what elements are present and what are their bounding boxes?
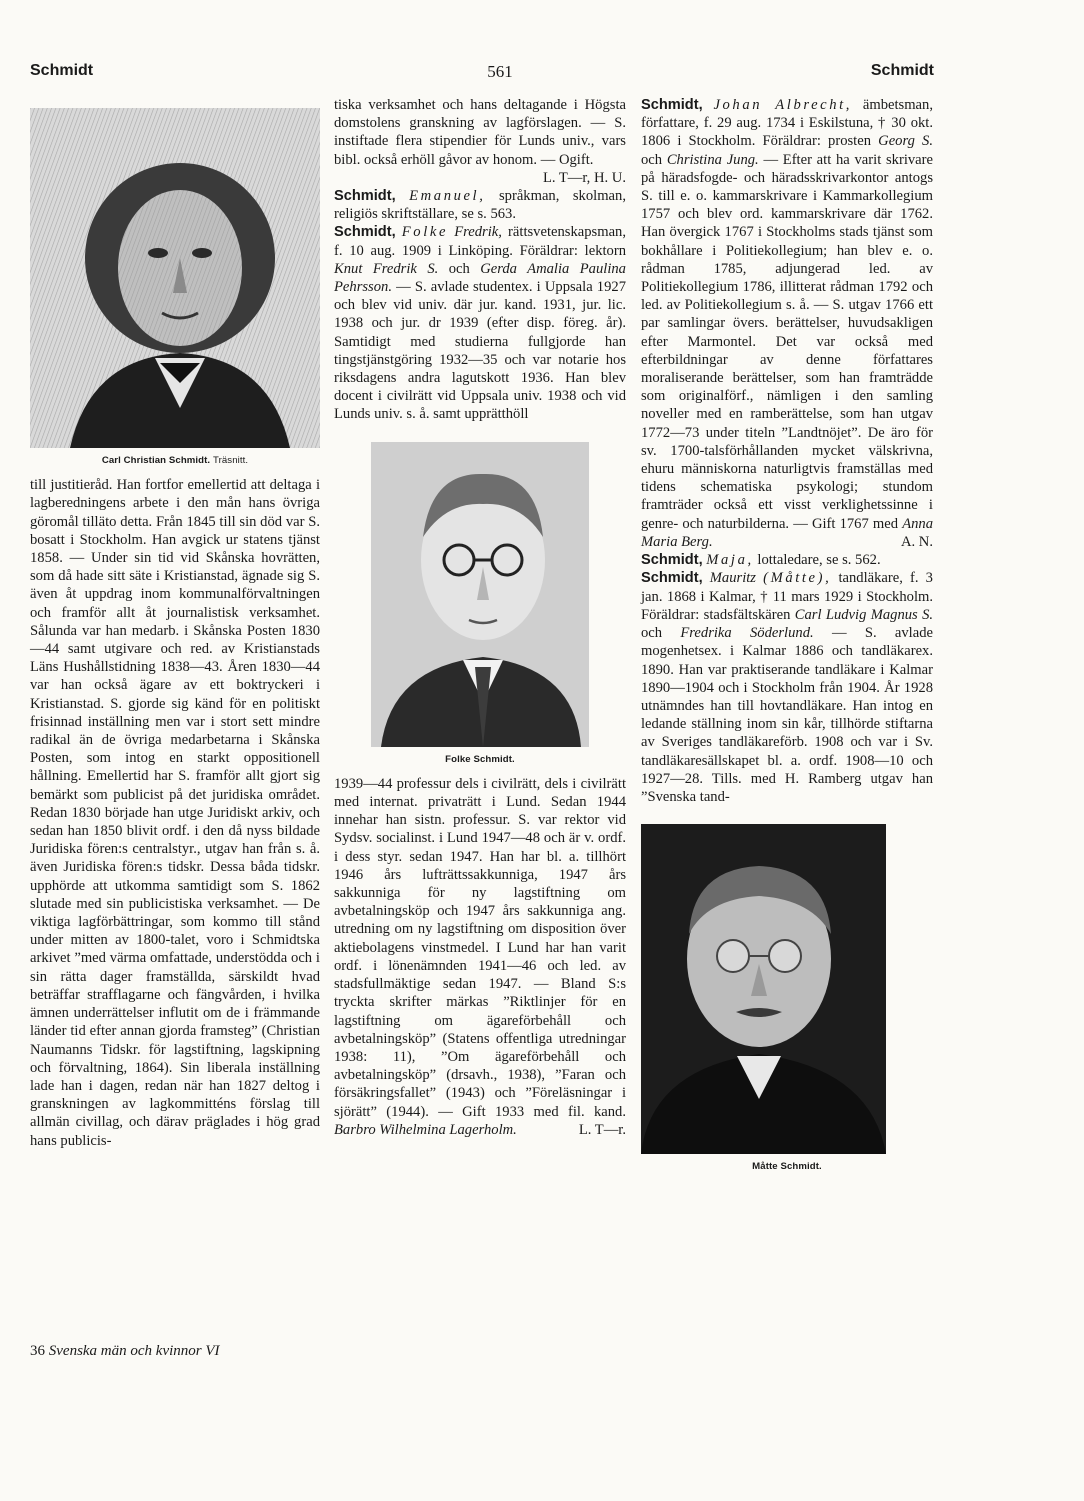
portrait-carl-christian [30, 108, 320, 448]
entry-mauritz: Schmidt, Mauritz (Måtte), tandläkare, f. 3 jan. 1868 i Kalmar, † 11 mars 1929 i Stockholm. Föräldrar: stadsfältskären Carl Ludvig Magnus S. och Fredrika Söderlund. — S. avlade mogenhetsex. i Kalmar 1886 och tandläkarex. 1890. Han var praktiserande tandläkare i Kalmar 1890—1904 och i Stockholm från 1904. År 1928 utnämndes han till hovtandläkare. Han intog en ledande ställning inom sin kår, tillhörde stiftarna av Sveriges tandläkareförb. 1908 och var i Sv. tandläkaresällskapet bl. a. ordf. 1908—10 och 1927—28. Tills. med H. Ramberg utgav han ”Svenska tand- [641, 570, 934, 805]
col2-text-bottom: 1939—44 professur dels i civilrätt, dels i civilrätt med internat. privaträtt i Lund. Sedan 1944 innehar han sistn. professur. S. var rektor vid Sydsv. socialinst. i Lund 1947—48 och är v. ordf. i dess styr. sedan 1947. Han har bl. a. tillhört 1946 års lufträttssakkunniga, 1947 års sakkunniga för ny lagstiftning om avbetalningsköp och 1947 års sakkunniga ang. utredning om ny lagstiftning om disposition över aktiebolagens vinstmedel. I Lund har han varit ordf. i lönenämnden 1941—46 och led. av stadsfullmäktige sedan 1947. — Bland S:s tryckta skrifter märkas ”Riktlinjer för en lagstiftning om ägareförbehåll och avbetalningsköp” (Statens offentliga utredningar 1938: 11), ”Om ägareförbehåll och avbetalningsköp” (drsavh., 1938), ”Faran och försäkringsfallet” (1943) och ”Föreläsningar i sjörätt” (1944). — Gift 1933 med fil. kand. Barbro Wilhelmina Lagerholm. [334, 775, 626, 1138]
book-title: Svenska män och kvinnor VI [48, 1343, 220, 1359]
column-2 [334, 96, 626, 1139]
page-number: 561 [487, 62, 513, 81]
running-head [30, 62, 934, 84]
entry-maja: Schmidt, Maja, lottaledare, se s. 562. [641, 552, 881, 569]
photo-image [371, 442, 589, 747]
entry-johan-albrecht: Schmidt, Johan Albrecht, ämbetsman, författare, f. 29 aug. 1734 i Eskilstuna, † 30 okt. 1806 i Stockholm. Föräldrar: prosten Georg S. och Christina Jung. — Efter att ha varit skrivare på häradsfogde- och häradsskrivarkontor antogs S. till e. o. kammarskrivare i Kammarkollegium 1757 och blev ord. kammarskrivare där 1762. Han övergick 1767 i Stockholms stads tjänst som bokhållare i Politiekollegium; han blev e. o. rådman 1785, adjungerad led. av Politiekollegium 1786, illitterat rådman 1792 och led. av Politiekollegium s. å. — S. utgav 1766 ett par samlingar övers. berättelser, huvudsakligen efter Marmontel. Det var också med efterbildningar av denne författares moraliserande berättelser, som han framträdde som originalförf., nämligen i den samling noveller med en ramberättelse, som han utgav 1772—73 under titeln ”Landtnöjet”. De äro för sv. 1700-talsförhållanden mycket välskrivna, ehuru människorna naturligtvis framställas med tidens schematiska psykologi; stundom framträder också ett visst verklighetssinne i genre- och naturbilderna. — Gift 1767 med Anna Maria Berg. [641, 97, 933, 550]
caption-carl-christian: Carl Christian Schmidt. Träsnitt. [101, 455, 249, 466]
header-right-word: Schmidt [870, 62, 934, 79]
portrait-matte [641, 824, 886, 1154]
caption-matte: Måtte Schmidt. [752, 1161, 822, 1173]
signature-mark: 36 [30, 1343, 45, 1359]
col2-text-top: tiska verksamhet och hans deltagande i Högsta domstolens granskning av lagförslagen. — S. instiftade flera stipendier för Lunds univ., vars bibl. också erhöll gåvor av honom. — Ogift. [334, 97, 626, 168]
column-1 [30, 96, 320, 1150]
entry-folke: Schmidt, Folke Fredrik, rättsvetenskapsman, f. 10 aug. 1909 i Linköping. Föräldrar: lektorn Knut Fredrik S. och Gerda Amalia Paulina Pehrsson. — S. avlade studentex. i Uppsala 1927 och blev vid univ. där jur. kand. 1931, jur. lic. 1938 och jur. dr 1939 (efter disp. föreg. år). Samtidigt med studierna fullgjorde han tingstjänstgöring 1932—35 och var notarie hos riksdagens andra lagutskott 1936. Han blev docent i civilrätt vid Uppsala univ. 1938 och vid Lunds univ. s. å. samt upprätthöll [334, 224, 626, 423]
page-footer [30, 1343, 220, 1360]
header-left-word: Schmidt [30, 62, 94, 79]
col1-body-text: till justitieråd. Han fortfor emellertid att deltaga i lagberedningens arbete i den mån hans övriga göromål tilläto detta. Från 1845 till sin död var S. bosatt i Stockholm. Han avgick ur statens tjänst 1858. — Under sin tid vid Skånska hovrätten, som då hade sitt säte i Kristianstad, ägnade sig S. även åt uppdrag inom kommunalförvaltningen och framför allt åt journalistisk verksamhet. Sålunda var han medarb. i Skånska Posten 1830—44 samt utgivare och red. av Kristianstads Läns Hushållstidning 1838—43. Åren 1830—44 var han också ägare av ett boktryckeri i Kristianstad. S. gjorde sig känd för en politiskt frisinnad inställning men var i stort sett mindre radikal än de övriga medarbetarna i Skånska Posten, som intog en starkt oppositionell hållning. Emellertid har S. framför allt gjort sig bemärkt som publicist på det juridiska området. Redan 1830 började han utge Juridiskt arkiv, och sedan han 1850 blivit ordf. i den då nyss bildade Juridiska fören:s centralstyr., utgav han från s. å. även Juridiska fören:s tidskr. Dessa båda tidskr. upphörde att utkomma samtidigt som S. 1862 slutade med sin publicistiska verksamhet. — De viktiga lagförbättringar, som kommo till stånd under mitten av 1800-talet, voro i Schmidtska arkivet ”med värma omfattade, understödda och i sin rätta dager framställda, särskildt hvad beträffar strafflagarne och fängvården, i hvilka ämnen underrättelser influtit om de i främmande länder tid efter annan gjorda framsteg” (Christian Naumanns Tidskr. för lagstiftning, lagskipning och förvaltning, 1864). Sin liberala inställning lade han i dagen, redan när han 1827 deltog i granskningen av lagkommitténs förslag till allmän civillag, och därav präglades i hög grad hans publicis- [30, 477, 320, 1149]
engraving-image [30, 108, 320, 448]
signature-carl-christian: L. T—r, H. U. [542, 169, 626, 186]
column-3 [641, 96, 933, 1182]
signature-folke: L. T—r. [578, 1121, 626, 1138]
photo-image [641, 824, 886, 1154]
entry-emanuel: Schmidt, Emanuel, språkman, skolman, religiös skriftställare, se s. 563. [334, 188, 626, 223]
portrait-folke [371, 442, 589, 747]
caption-folke: Folke Schmidt. [445, 753, 515, 765]
signature-johan-albrecht: A. N. [900, 534, 933, 551]
